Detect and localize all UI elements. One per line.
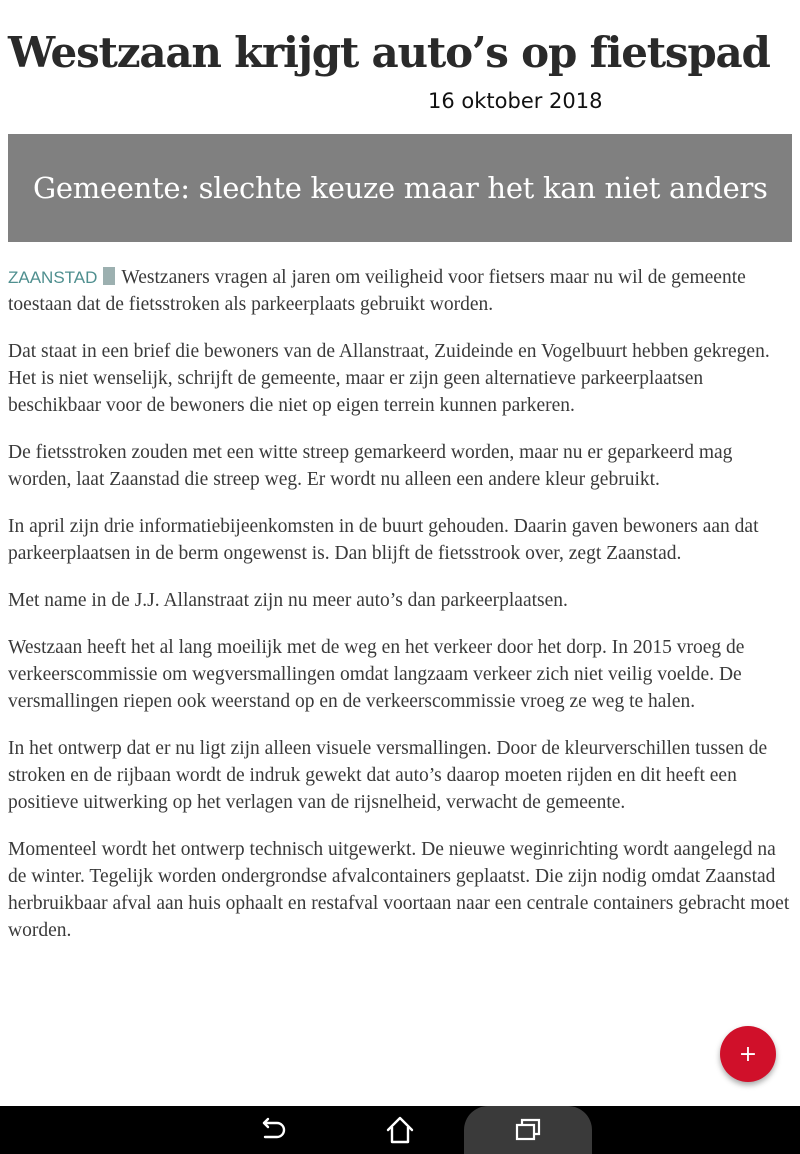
back-icon xyxy=(257,1115,287,1145)
add-fab-button[interactable] xyxy=(720,1026,776,1082)
article-paragraph: De fietsstroken zouden met een witte streep gemarkeerd worden, maar nu er geparkeerd mag worden, laat Zaanstad die streep weg. Er wordt nu alleen een andere kleur gebruikt. xyxy=(8,442,733,490)
article-headline: Westzaan krijgt auto’s op fietspad xyxy=(8,28,770,77)
home-icon xyxy=(384,1114,416,1146)
recent-apps-icon xyxy=(512,1114,544,1146)
article-paragraph: In het ontwerp dat er nu ligt zijn alleen visuele versmallingen. Door de kleurverschillen tussen de stroken en de rijbaan wordt de indruk gewekt dat auto’s daarop moeten rijden en dit heeft een positieve uitwerking op het verlagen van de rijsnelheid, verwacht de gemeente. xyxy=(8,738,768,813)
article-body xyxy=(8,264,795,964)
article-paragraph: Westzaan heeft het al lang moeilijk met de weg en het verkeer door het dorp. In 2015 vroeg de verkeerscommissie om wegversmallingen omdat langzaam verkeer zich niet veilig voelde. De versmallingen riepen ook weerstand op en de verkeerscommissie vroeg ze weg te halen. xyxy=(8,637,745,712)
plus-icon: + xyxy=(738,1041,758,1067)
dateline-separator xyxy=(103,267,115,285)
article-paragraph xyxy=(8,264,795,318)
article-date: 16 oktober 2018 xyxy=(428,89,603,113)
article-paragraph: Momenteel wordt het ontwerp technisch uitgewerkt. De nieuwe weginrichting wordt aangelegd na de winter. Tegelijk worden ondergrondse afvalcontainers geplaatst. Die zijn nodig omdat Zaanstad herbruikbaar afval aan huis ophaalt en restafval voortaan naar een centrale containers gebracht moet worden. xyxy=(8,839,790,941)
article-paragraph: Met name in de J.J. Allanstraat zijn nu meer auto’s dan parkeerplaatsen. xyxy=(8,590,568,611)
back-button[interactable] xyxy=(240,1106,304,1154)
paragraph-text: Westzaners vragen al jaren om veiligheid voor fietsers maar nu wil de gemeente toestaan dat de fietsstroken als parkeerplaats gebruikt worden. xyxy=(8,267,746,315)
home-button[interactable] xyxy=(368,1106,432,1154)
article-subheadline: Gemeente: slechte keuze maar het kan niet anders xyxy=(33,171,768,205)
subheadline-banner xyxy=(8,134,792,242)
dateline: ZAANSTAD xyxy=(8,268,98,287)
article-paragraph: In april zijn drie informatiebijeenkomsten in de buurt gehouden. Daarin gaven bewoners aan dat parkeerplaatsen in de berm ongewenst is. Dan blijft de fietsstrook over, zegt Zaanstad. xyxy=(8,516,759,564)
recent-apps-button[interactable] xyxy=(496,1106,560,1154)
android-navigation-bar xyxy=(0,1106,800,1154)
article-paragraph: Dat staat in een brief die bewoners van de Allanstraat, Zuideinde en Vogelbuurt hebben gekregen. Het is niet wenselijk, schrijft de gemeente, maar er zijn geen alternatieve parkeerplaatsen beschikbaar voor de bewoners die niet op eigen terrein kunnen parkeren. xyxy=(8,341,770,416)
